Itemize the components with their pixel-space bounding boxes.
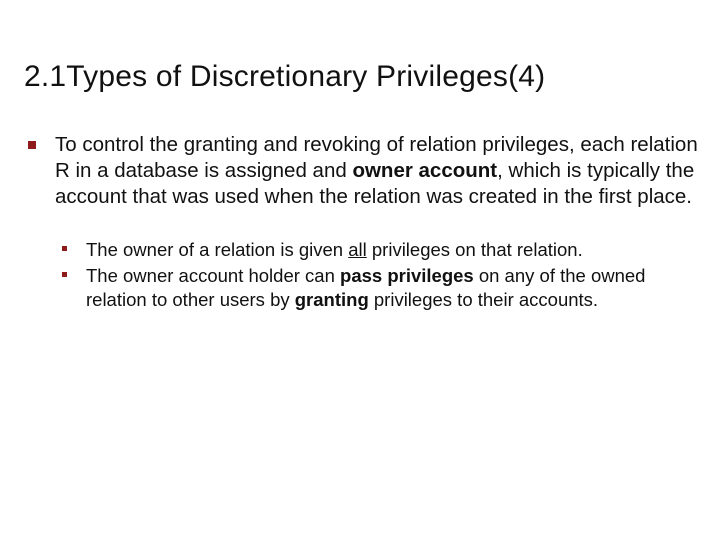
sub-bullet-2-bold-pass-privileges: pass privileges [340,265,474,286]
square-bullet-icon [62,246,67,251]
sub-bullet-2-part2: on any of the owned relation to other users by [86,265,646,310]
sub-bullet-1-part1: The owner of a relation is given [86,239,349,260]
sub-bullet-1-part2: privileges on that relation. [366,239,583,260]
main-bullet-bold-owner-account: owner account [352,159,498,182]
main-bullet-text-part1: To control the granting and revoking of relation privileges, each relation R in a database is assigned and [55,133,698,182]
square-bullet-icon [28,141,36,149]
sub-bullet-2-bold-granting: granting [294,289,369,310]
sub-bullet-2-part3: privileges to their accounts. [368,289,599,310]
sub-bullet-2-text [86,264,692,312]
main-bullet-text-part2: , which is typically the account that was used when the relation was created in the first place. [55,159,695,208]
sub-bullet-list [62,238,692,314]
slide-title: 2.1Types of Discretionary Privileges(4) [24,60,546,93]
sub-bullet-1 [62,238,692,262]
sub-bullet-1-text [86,238,692,262]
square-bullet-icon [62,272,67,277]
sub-bullet-2-part1: The owner account holder can [86,265,341,286]
sub-bullet-2 [62,264,692,312]
main-bullet-text [55,132,700,210]
sub-bullet-1-underline-all: all [348,239,367,260]
